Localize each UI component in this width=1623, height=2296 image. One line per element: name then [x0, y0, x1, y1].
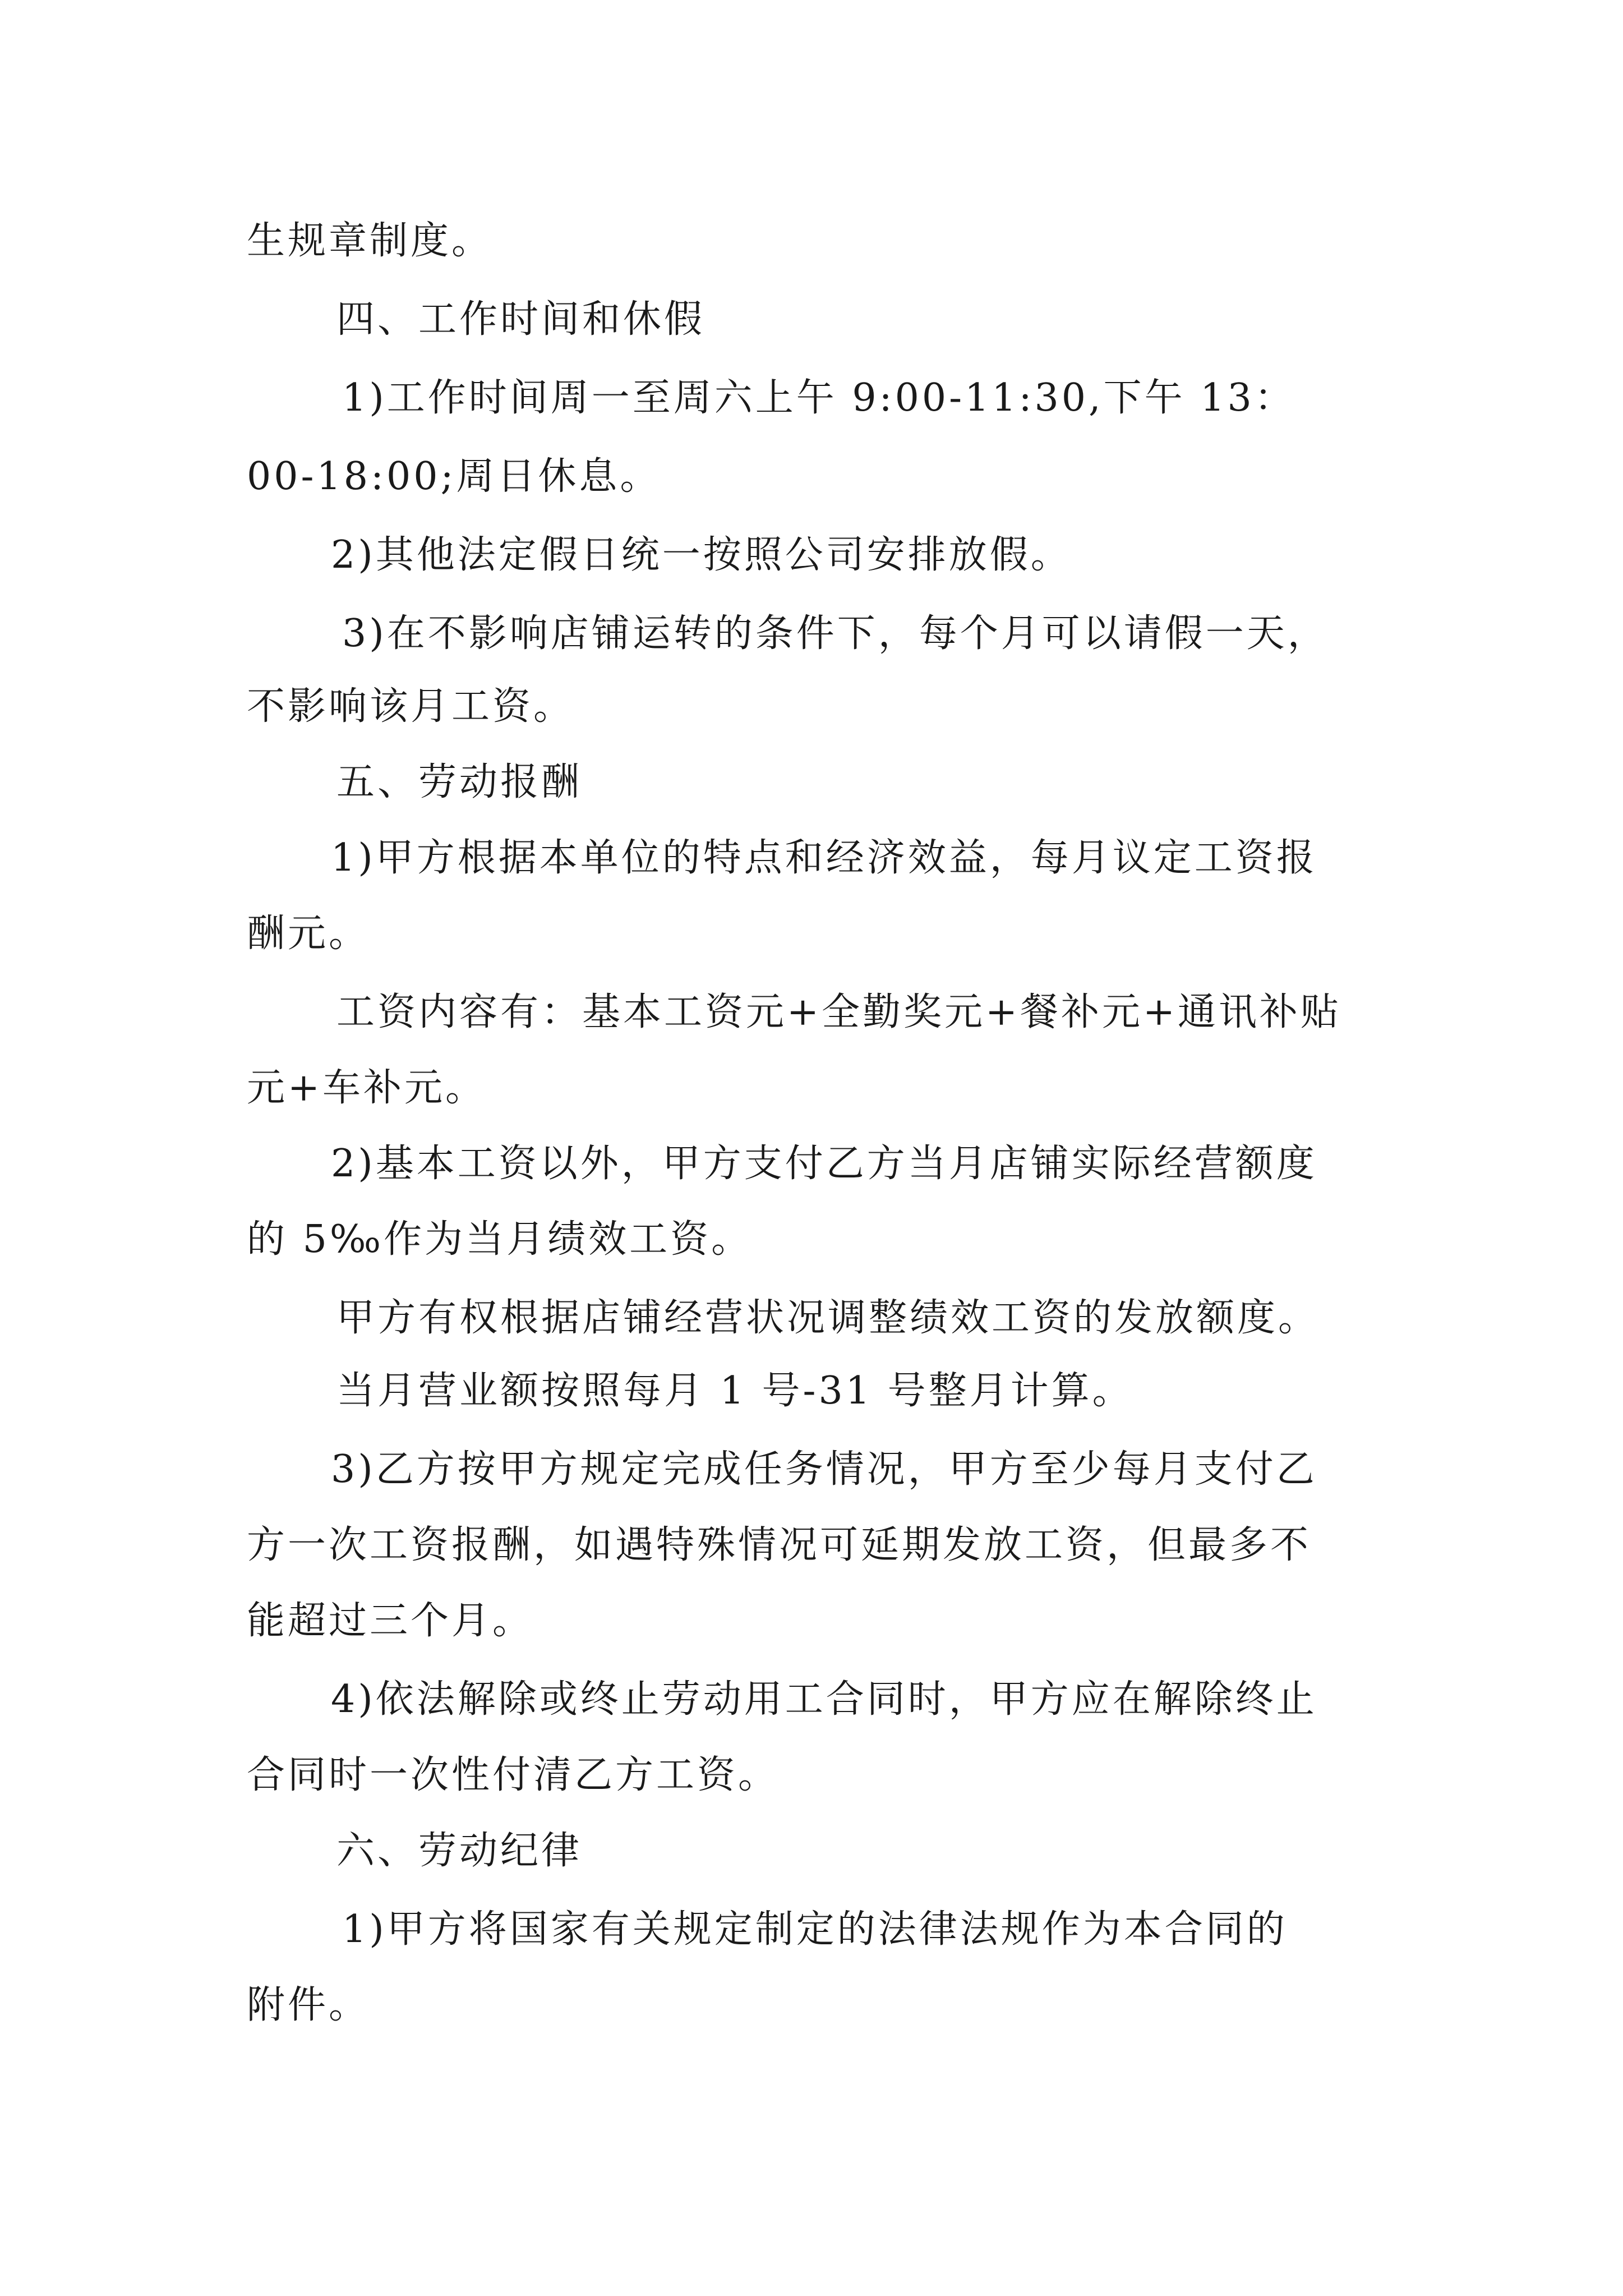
text-line: 1)甲方根据本单位的特点和经济效益，每月议定工资报 — [331, 836, 1317, 880]
text-line: 甲方有权根据店铺经营状况调整绩效工资的发放额度。 — [336, 1296, 1320, 1340]
text-line: 元+车补元。 — [247, 1066, 486, 1110]
text-line: 1)甲方将国家有关规定制定的法律法规作为本合同的 — [342, 1907, 1288, 1952]
text-line: 2)其他法定假日统一按照公司安排放假。 — [331, 533, 1072, 577]
text-line: 工资内容有：基本工资元+全勤奖元+餐补元+通讯补贴 — [336, 990, 1341, 1034]
text-line: 1)工作时间周一至周六上午 9:00-11:30,下午 13： — [342, 376, 1295, 420]
section-heading: 五、劳动报酬 — [336, 760, 583, 804]
text-line: 3)乙方按甲方规定完成任务情况，甲方至少每月支付乙 — [331, 1447, 1317, 1492]
text-line: 合同时一次性付清乙方工资。 — [247, 1753, 780, 1797]
text-line: 00-18:00;周日休息。 — [247, 454, 661, 499]
text-line: 生规章制度。 — [247, 219, 493, 263]
text-line: 方一次工资报酬，如遇特殊情况可延期发放工资，但最多不 — [247, 1523, 1312, 1567]
section-heading: 四、工作时间和休假 — [336, 297, 706, 342]
text-line: 附件。 — [247, 1983, 370, 2027]
section-heading: 六、劳动纪律 — [336, 1829, 583, 1873]
text-line: 的 5‰作为当月绩效工资。 — [247, 1217, 753, 1262]
text-line: 能超过三个月。 — [247, 1599, 534, 1643]
text-line: 4)依法解除或终止劳动用工合同时，甲方应在解除终止 — [331, 1677, 1317, 1722]
text-line: 不影响该月工资。 — [247, 684, 575, 729]
text-line: 2)基本工资以外，甲方支付乙方当月店铺实际经营额度 — [331, 1142, 1317, 1186]
text-line: 酬元。 — [247, 912, 370, 956]
text-line: 当月营业额按照每月 1 号-31 号整月计算。 — [336, 1369, 1133, 1413]
text-line: 3)在不影响店铺运转的条件下，每个月可以请假一天， — [342, 611, 1329, 656]
